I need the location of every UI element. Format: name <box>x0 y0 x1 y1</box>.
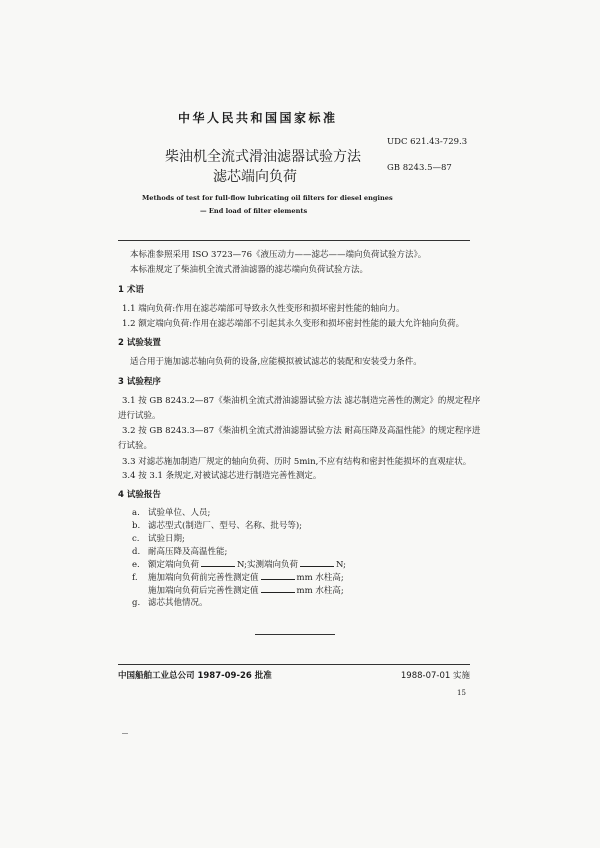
item-text: N;实测端向负荷 <box>237 560 299 570</box>
blank-field <box>300 566 334 567</box>
item-3-2: 3.2 按 GB 8243.3—87《柴油机全流式滑油滤器试验方法 耐高压降及高温性能》的规定程序进 <box>122 426 481 436</box>
item-3-3: 3.3 对滤芯施加制造厂规定的轴向负荷、历时 5min,不应有结构和密封性能损坏的直观症状。 <box>122 457 472 467</box>
item-label: g. <box>132 598 141 608</box>
item-text: 施加端向负荷后完善性测定值 <box>148 586 259 596</box>
item-text: 试验日期; <box>148 534 185 544</box>
section-2-text: 适合用于施加滤芯轴向负荷的设备,应能模拟被试滤芯的装配和安装受力条件。 <box>130 357 422 367</box>
item-text: 试验单位、人员; <box>148 508 211 518</box>
item-text: 滤芯型式(制造厂、型号、名称、批号等); <box>148 521 302 531</box>
english-title-line2: — End load of filter elements <box>200 207 308 215</box>
title-line2: 滤芯端向负荷 <box>213 169 297 185</box>
report-item-d <box>132 547 228 557</box>
blank-field <box>261 592 295 593</box>
report-item-b <box>132 521 302 531</box>
report-item-a <box>132 508 211 518</box>
item-3-4: 3.4 按 3.1 条规定,对被试滤芯进行制造完善性测定。 <box>122 471 322 481</box>
section-1-heading: 1 术语 <box>118 285 144 295</box>
item-1-1: 1.1 端向负荷:作用在滤芯端部可导致永久性变形和损坏密封性能的轴向力。 <box>122 304 405 314</box>
section-2-heading: 2 试验装置 <box>118 338 161 348</box>
item-label: a. <box>132 508 140 518</box>
national-standard-label: 中华人民共和国国家标准 <box>178 111 338 125</box>
end-rule <box>255 634 335 635</box>
report-item-f-cont <box>148 587 344 596</box>
item-text: 耐高压降及高温性能; <box>148 547 228 557</box>
item-label: c. <box>132 534 140 544</box>
intro-para-2: 本标准规定了柴油机全流式滑油滤器的滤芯端向负荷试验方法。 <box>130 265 369 275</box>
item-3-2-cont: 行试验。 <box>118 441 153 451</box>
item-text: mm 水柱高; <box>296 573 344 583</box>
report-item-e <box>132 560 347 570</box>
item-text: 施加端向负荷前完善性测定值 <box>148 573 259 583</box>
english-title-line1: Methods of test for full-flow lubricating oil filters for diesel engines <box>142 194 393 202</box>
report-item-c <box>132 534 185 544</box>
item-text: N; <box>336 560 347 570</box>
section-3-heading: 3 试验程序 <box>118 377 161 387</box>
approval-info: 中国船舶工业总公司 1987-09-26 批准 <box>118 671 272 681</box>
title-line1: 柴油机全流式滑油滤器试验方法 <box>165 149 361 165</box>
udc-number: UDC 621.43-729.3 <box>387 137 468 147</box>
footer-divider <box>118 664 470 665</box>
item-3-1: 3.1 按 GB 8243.2—87《柴油机全流式滑油滤器试验方法 滤芯制造完善性的测定》的规定程序 <box>122 396 481 406</box>
scan-mark <box>122 733 128 734</box>
page-number: 15 <box>457 689 466 697</box>
gb-number: GB 8243.5—87 <box>387 163 452 173</box>
item-1-2: 1.2 额定端向负荷:作用在滤芯端部不引起其永久变形和损坏密封性能的最大允许轴向负荷。 <box>122 319 465 329</box>
report-item-g <box>132 598 208 608</box>
header-divider <box>118 240 470 241</box>
item-text: 滤芯其他情况。 <box>148 598 208 608</box>
effective-date: 1988-07-01 实施 <box>400 671 470 681</box>
item-label: d. <box>132 547 141 557</box>
intro-para-1: 本标准参照采用 ISO 3723—76《液压动力——滤芯——端向负荷试验方法》。 <box>130 250 427 260</box>
item-3-1-cont: 进行试验。 <box>118 411 161 421</box>
item-label: f. <box>132 573 138 583</box>
blank-field <box>201 566 235 567</box>
section-4-heading: 4 试验报告 <box>118 490 161 500</box>
item-text: mm 水柱高; <box>296 586 344 596</box>
item-label: b. <box>132 521 141 531</box>
item-text: 额定端向负荷 <box>148 560 200 570</box>
item-label: e. <box>132 560 140 570</box>
report-item-f <box>132 573 344 583</box>
blank-field <box>261 579 295 580</box>
